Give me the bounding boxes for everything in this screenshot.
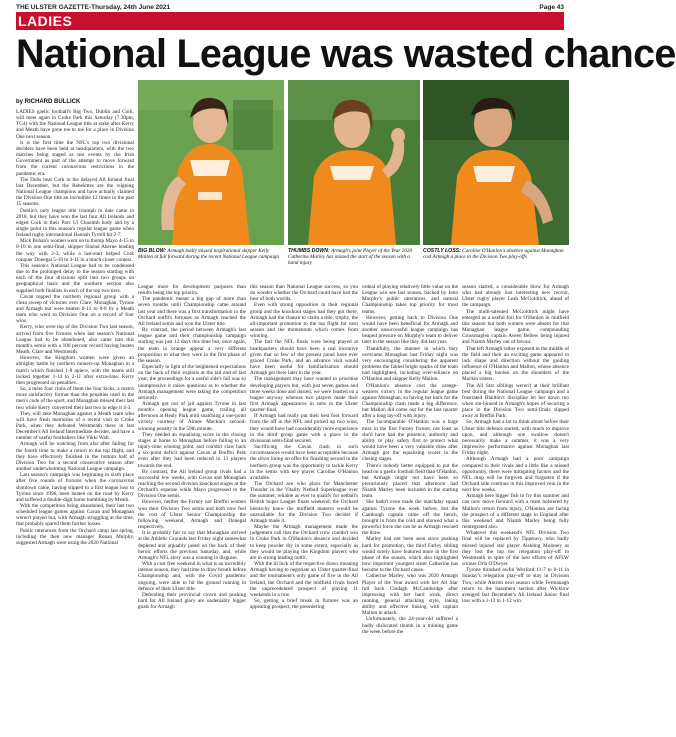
article-paragraph: season started, a considerable blow for Armagh who had already lost interesting new recruit, Ulster rugby player Leah McGoldrick, ahead of the campaign. [462, 284, 569, 309]
article-column-5 [462, 284, 569, 731]
article-paragraph: Marley had not been seen since pushing hard for promotion, the third Farley sibling would surely have featured more in the first phase of the season, which also highlighted how important youngest sister Catherine has become to the Orchard cause. [362, 536, 458, 574]
caption-text: Armagh badly missed inspirational skipper Kelly Mallon at full forward during the recent National League campaign [138, 248, 279, 261]
article-paragraph: Unfortunately, the 24-year-old suffered a badly dislocated thumb in a training game the week before the [362, 616, 458, 635]
caption-photo-3 [423, 248, 569, 280]
article-paragraph: However, the Kingdom women were given an almighty battle by northern runners-up Monaghan in a match which finished 1-8 apiece, with the teams still locked together 1-14 to 2-11 after extra-time. Kerry then progressed on penalties. [16, 355, 134, 386]
article-paragraph: That left Armagh rather exposed in the middle of the field and their an exciting game appeared to lack shape and direction without the guiding influence of O'Hanlon and Mallon, whose absence placed a big burden on the shoulders of the Mackin sisters. [462, 345, 569, 383]
article-paragraph: It is the first time the NFL's top two divisional deciders have been held at headquarters, with the two matches being staged as test events by the Irish Government as part of the attempt to move forward from the current coronavirus restrictions in the pandemic era. [16, 139, 134, 177]
article-paragraph: Maybe the Armagh management made the judgement call that the Orchard crew couldn't win in Croke Park in O'Hanlon's absence and decided to keep powder dry in some extent, especially as they would be playing the Kingdom players who are in strong leading outfit. [250, 524, 358, 561]
article-paragraph: LADIES gaelic football's Big Two, Dublin and Cork, will meet again in Croke Park this Saturday (7.30pm, TG4) with the National League title at stake after Kerry and Meath have gone toe to toe for a place in Division One next season. [16, 109, 134, 140]
caption-lead: COSTLY LOSS: [423, 248, 461, 254]
article-paragraph: League more for development purposes than results being the top priority. [138, 284, 246, 297]
article-paragraph: Whatever this weekend's NFL Division Two final will be replaced by Tipperary, who badly missed injured star player Aishling Moloney as they lost the top tier relegation play-off to Westmeath in spite of the best efforts of AFLW winner Orla O'Dwyer. [462, 530, 569, 568]
article-paragraph: With a cost free weekend in what is an incredibly intense season, they had time to draw breath before Championship and, with the Covid pandemic ongoing, were able to hit the ground running in defence of their Ulster title. [138, 561, 246, 592]
article-paragraph: Mick Bohan's women went on to thump Mayo 4-15 to 0-10 in one semi-final, skipper Sinéad Aherne leading the way with 2-3, while a last-start helped Cork conquer Donegal 5-10 to 3-11 in a much closer contest. [16, 238, 134, 263]
article-paragraph: Last season's campaign was beginning in sixth place after five rounds of fixtures when the coronavirus shutdown came, having slipped to a first league loss to Tyrone since 1996, been beaten on the road by Kerry and suffered a double-digit home humbling by Meath. [16, 472, 134, 503]
photo-player-2 [288, 80, 420, 245]
section-label: LADIES [18, 13, 73, 29]
article-paragraph: Even with strong opposition in their regional group and the knockout stages had they got there, Armagh had the chance to claim a title, trophy, the all-important promotion to the top flight for next season and the momentum which comes from winning. [250, 302, 358, 340]
photo-player-3 [423, 80, 569, 245]
article-paragraph: Armagh got out of jail against Tyrone in last month's opening league game, trailing all afternoon at Healy Park until snatching a one-point victory courtesy of Aimee Mackin's second-winning penalty in the 59th minute. [138, 400, 246, 432]
article-column-2 [138, 284, 246, 731]
article-paragraph: They will take Monaghan against a Meath team who will have fresh memories of a recent visit to Croke Park, when they defeated Westmeath there in last December's All Ireland Intermediate decider, and have a number of useful footballers like Vikki Wall. [16, 410, 134, 442]
article-paragraph: Kerry, who were top of the Division Two last season, arrived from five fixtures when last season's National League had to be abandoned, also came into this month's semis with a 100 percent record having beaten Meath, Clare and Westmeath. [16, 324, 134, 356]
headline: National League was wasted chance [16, 32, 676, 76]
article-paragraph: With the competition being abandoned, their last two scheduled league games against Cavan and Monaghan weren't played but, with Armagh struggling at the time, that probably spared them further losses. [16, 503, 134, 528]
article-paragraph: So, getting a brief break in fixtures was an appealing prospect, the preordering [250, 597, 358, 611]
article-paragraph: However, neither the Ferney nor Breffni women won their Division Two semis and both now feel the cost of Ulster Senior Championship the following weekend, Armagh and Donegal respectively. [138, 499, 246, 531]
article-paragraph: She hadn't even made the matchday squad against Tyrone the week before, but the Camlough captain came off the bench, brought in from the cold and showed what a powerful force she can be as Armagh rescued the draw. [362, 499, 458, 537]
photo-player-1 [138, 80, 284, 245]
article-paragraph: ordeal of playing relatively little value on the League win see last season, backed by Jenn Murphy's public utterances, and natural Championship takes top priority for most teams. [362, 284, 458, 315]
byline: by RICHARD BULLICK [16, 99, 81, 105]
article-paragraph: The fact the NFL finals were being played at headquarters should have been a real incentive given that so few of the present panel have ever graced Croke Park, and an advance visit would have been useful for familiarisation should Armagh get there later in the year. [250, 339, 358, 377]
article-paragraph: The Orchard ace who plays for Manchester Thunder in the Vitality Netball Superleague over the summer, reliable as ever to qualify for netball's British Super League finals weekend, the Orchard hierarchy knew the midfield maestro would be unavailable for the Division Two decider if Armagh made it. [250, 481, 358, 524]
article-paragraph: The Dubs beat Cork in the delayed All Ireland final last December, but the Rebelettes are the reigning National League champions and have actually claimed the Division One title an incredible 12 times in the past 15 seasons. [16, 176, 134, 208]
player-illustration-3 [423, 80, 569, 245]
caption-text: Armagh's joint Player of the Year 2020 Catherine Marley has missed the start of the season with a hand injury [288, 248, 413, 267]
article-paragraph: Armagh will be watching from afar after failing for the fourth time to make a return to the top flight, and they have effectively finished in the bottom half of Division Two for a second consecutive season after another underwhelming National League campaign. [16, 441, 134, 473]
article-paragraph: This season's National League had to be condensed due to the prolonged delay to the season starting with each of the four divisions split into two groups on geographical basis and the southern section also supplied both finalists in each of the top two tiers. [16, 262, 134, 294]
article-paragraph: O'Hanlon's absence cost the orange-wearers victory in the regular league game against Monaghan, so having her back for the Championship clash made a big difference, but Mallon did come out for the last quarter after a long lay-off with injury. [362, 382, 458, 420]
article-paragraph: Tyrone thrashed awful Wexford 11-7 to 0-11 in Sunday's relegation play-off to stay in Division Two, while Antrim next season while Fermanagh return to the basement section after Wicklow avenged last December's All Ireland Junior final loss with a 1-13 to 1-12 win. [462, 567, 569, 604]
section-banner [16, 12, 564, 30]
article-column-3 [250, 284, 358, 731]
article-paragraph: If Armagh had really put their best foot forward from the off in the NFL and picked up two wins, they would have had considerably more experience in the third group game with a place in the divisional semi-final secured. [250, 413, 358, 444]
article-paragraph: With the ill luck of the respective draws meaning Armagh having to negotiate an Ulster quarter-final and the tournament's only game of five in the All Ireland, the Orchard and the midfield rivals faced the unprecedented prospect of playing 11 weekends in a row. [250, 561, 358, 598]
article-paragraph: However, getting back to Division One would have been beneficial for Armagh and another unsuccessful league campaign has heaped pressure on Murphy's team to deliver later in the season like they did last year. [362, 314, 458, 346]
article-paragraph: The All Star siblings weren't at their brilliant best during the National League campaign and a frustrated Blaithin's discipline let her down too when sin-binned in Armagh's hopes of securing a place in the Division Two semi-finals slipped away at Breffni Park. [462, 382, 569, 420]
article-paragraph: Especially in light of the heightened expectations on the back of their exploits at the tail end of last year, the proceedings for a useful side's fall was so unimpressive it raises questions as to whether the Armagh management were taking the competition seriously. [138, 364, 246, 401]
article-paragraph: The pandemic meant a big gap of more than seven months until Championship came around last year and there was a first transformation in the Orchard outfit's fortunes as Armagh reached the All Ireland semis and won the Ulster title. [138, 296, 246, 327]
article-paragraph: Defending their provincial crown and pushing hard for All Ireland glory are undeniably bigger goals for Armagh [138, 591, 246, 611]
article-paragraph: They needed an equalising score in the closing stages at home to Monaghan before falling to an injury-time winning point, and couldn't claw back a six-point deficit against Cavan at Breffni Park even after they had been reduced to 13 players towards the end. [138, 431, 246, 469]
player-illustration-1 [138, 80, 284, 245]
article-paragraph: Although Armagh had a poor campaign compared to their rivals and a little like a missed opportunity, there were mitigating factors and the NFL drop will be forgiven and forgotten if the Orchard side continue in this improved vein in the next few weeks. [462, 456, 569, 494]
article-paragraph: It is probably fair to say that Monaghan arrived at the Athletic Grounds last Friday night somewhat depleted and arguably jaded on the back of their heroic efforts the previous Saturday, and, while Armagh's NFL story was a winning in disguise. [138, 530, 246, 561]
player-illustration-2 [288, 80, 420, 245]
article-column-1 [16, 109, 134, 731]
article-column-4 [362, 284, 458, 731]
article-paragraph: Public utterances from the Orchard camp last spring, including the then new manager Ronan Murphy, suggested Armagh were using the 2020 National [16, 527, 134, 546]
article-paragraph: The incomparable O'Hanlon was a huge miss in the first Farney fixture, not least as she'd have had the presence, authority and ability to play safety first to protect what would have been a very valuable draw after Armagh got the equalising scorer in the closing stages. [362, 419, 458, 463]
article-paragraph: There's nobody better equipped to put the head on a gaelic football field than O'Hanlon, but Armagh might not have been so precariously placed that afternoon had Niamh Marley been included in the starting team. [362, 462, 458, 500]
article-paragraph: So, a mere four clubs of them the four kicks, a match more satisfactory format than the penalties used in the men's code of the sport, and Monaghan missed their last two while Kerry converted their last two to edge it 4-3. [16, 386, 134, 411]
article-paragraph: Sacrificing the Cavan clash in such circumstances would have been acceptable because the silver lining on offer for finishing second in the northern group was the opportunity to tackle Kerry in the semis with key player Caroline O'Hanlon available. [250, 444, 359, 481]
caption-text: Caroline O'Hanlon's absence against Monaghan cost Armagh a place in the Division Two play-offs [423, 248, 564, 261]
article-paragraph: The multi-talented McGoldrick might have emerged as a useful foil for O'Hanlon in midfield this season but both women were absent for that Monaghan league game, compounding Crossmaglen captain Aveen Bellew being injured and Niamh Marley out of favour. [462, 308, 569, 346]
caption-lead: THUMBS DOWN: [288, 248, 330, 254]
article-paragraph: Dublin's only league title triumph to date came in 2018, but they have won the last four All Irelands and edged Cork in their Parc Uí Chaoimh body and by a single point in this season's regular league game when Ireland rugby international Hannah Tyrrell hit 2-7. [16, 207, 134, 239]
article-paragraph: Armagh here bigger fish to fry this summer and can now move forward with a team bolstered by Mallon's return from injury, O'Hanlon are facing the prospect of a different stage in England after this weekend and Niamh Marley being fully reintegrated also. [462, 493, 569, 531]
article-paragraph: Thankfully, the manner in which they overcame Monaghan last Friday night was very encouraging considering the apparent problems the fabled bright sparks of the team had highlighted, including over-reliance on O'Hanlon and skipper Kelly Mallon. [362, 345, 458, 383]
article-paragraph: By contrast, the All Ireland group rivals had a successful few weeks, with Cavan and Monaghan reaching the second division knockout stages at the Orchard's expense while Mayo progressed to the Division One semis. [138, 468, 246, 500]
page-number: Page 43 [539, 4, 564, 11]
caption-photo-2 [288, 248, 420, 280]
page-header [16, 3, 564, 12]
masthead: THE ULSTER GAZETTE-Thursday, 24th June 2021 [16, 4, 171, 11]
caption-lead: BIG BLOW: [138, 248, 167, 254]
article-paragraph: Catherine Marley, who was 2020 Armagh Player of the Year award with her All Star full back Clodagh McCambridge after impressing with her hard work, direct running, general attacking style, taking ability and effective linking with captain Mallon in attack. [362, 573, 458, 617]
caption-photo-1 [138, 248, 284, 280]
article-paragraph: By contrast, the period between Armagh's last league game and their championship campaign starting was just 12 days this time but, once again, the team in orange appear a very different proposition to what they were in the first phase of the season. [138, 327, 246, 364]
article-paragraph: The management may have wanted to prioritise developing players but, with just seven games and three weeks done and dusted, we were feasted on a league anyway whereas two players made their first Armagh appearances in subs in the Ulster quarter-final. [250, 376, 358, 414]
article-paragraph: this season than National League success, so you do wonder whether the Orchard could have had the best of both worlds. [250, 284, 358, 303]
article-paragraph: So, Armagh had a lot to think about before their Ulster title defence started, with much to improve upon, and although one swallow doesn't necessarily make a summer, it was a very impressive performance against Monaghan last Friday night. [462, 419, 569, 457]
article-paragraph: Cavan topped the northern regional group with a clean sweep of victories over Clare, Monaghan, Tyrone and Armagh but were beaten 0-13 to 0-8 by a Meath team who went to Division One on a record of four wins. [16, 293, 134, 325]
